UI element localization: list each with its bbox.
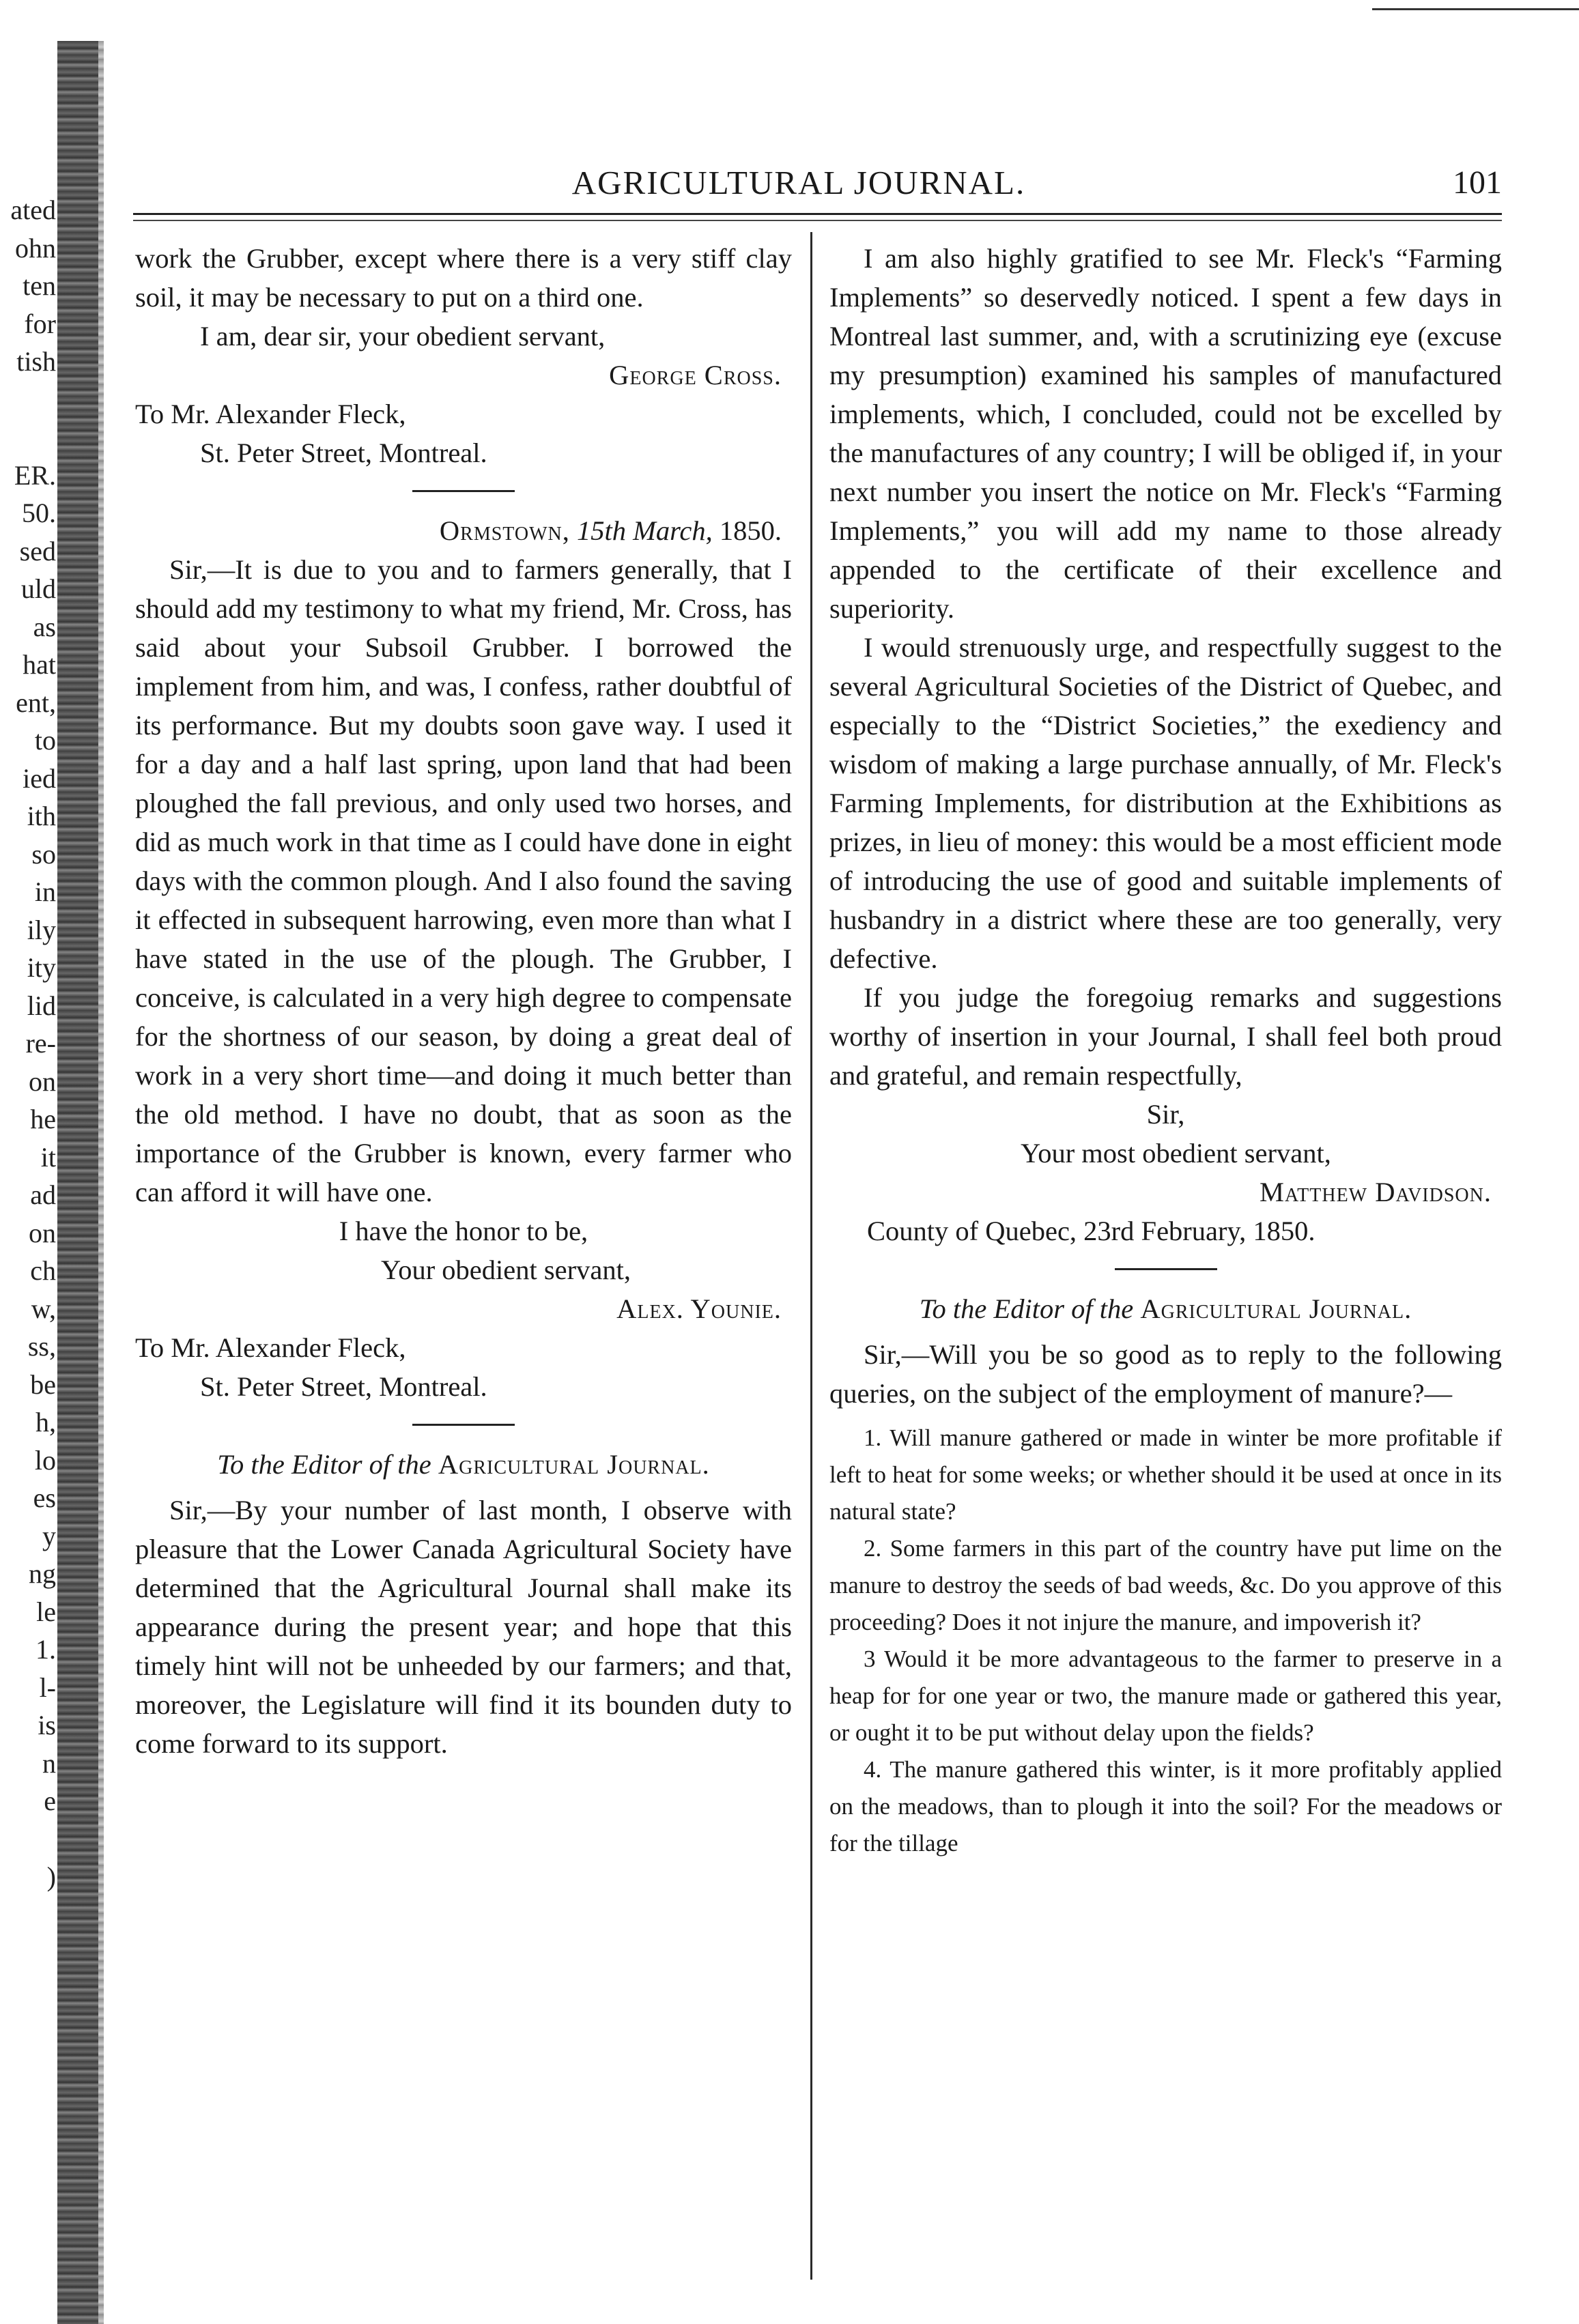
facing-page-fragment: for [24,308,56,339]
facing-page-fragment: he [30,1104,56,1134]
right-column [829,239,1502,1862]
facing-page-fragment: sed [19,535,56,566]
letter-closing-servant: Your obedient servant, [381,1254,631,1285]
facing-page-fragment: ied [23,762,56,794]
letter-closing-servant: Your most obedient servant, [1021,1138,1331,1168]
facing-page-fragment: lid [27,990,56,1021]
facing-page-fragment: ith [27,801,56,831]
facing-page-fragment: ss, [27,1331,56,1362]
facing-page-fragment: ) [46,1861,56,1892]
header-rule [133,213,1502,215]
facing-page-fragment: ten [23,270,56,301]
page-number: 101 [1453,164,1502,201]
facing-page-fragment: ng [29,1558,56,1589]
facing-page-fragment: tish [16,346,56,377]
facing-page-fragment: l- [39,1672,56,1703]
letter-continuation-paragraph: work the Grubber, except where there is a very stiff clay soil, it may be necessary to put on a third one. [135,243,792,313]
facing-page-fragment: to [34,725,56,756]
editor-heading-journal: Agricultural Journal. [1140,1293,1412,1324]
facing-page-fragment: hat [23,649,56,680]
facing-page-fragment: es [33,1482,56,1513]
recipient-line: To Mr. Alexander Fleck, [135,399,406,429]
facing-page-fragment: ent, [16,687,56,718]
letter-closing: I am, dear sir, your obedient servant, [200,321,606,352]
recipient-address: St. Peter Street, Montreal. [200,437,487,468]
query-item: 2. Some farmers in this part of the country have put lime on the manure to destroy the seeds of bad weeds, &c. Do you approve of this proceeding? Does it not injure the manure, and impoverish it? [829,1535,1502,1635]
page-binding-shadow [57,41,98,2324]
dateline-date: 15th March, [577,515,713,546]
facing-page-fragment: so [31,838,56,870]
editor-heading-prefix: To the Editor of the [217,1449,431,1480]
query-item: 4. The manure gathered this winter, is it more profitably applied on the meadows, than to plough it into the soil? For the meadows or for the tillage [829,1756,1502,1856]
facing-page-fragment: as [33,611,56,642]
facing-page-fragment: 50. [22,498,56,528]
editor-heading [829,1289,1502,1328]
facing-page-fragment: it [40,1141,56,1173]
dateline-place: Ormstown, [439,515,570,546]
editor-heading-journal: Agricultural Journal. [438,1449,710,1480]
recipient-line: To Mr. Alexander Fleck, [135,1332,406,1363]
facing-page-fragment: in [34,876,56,907]
query-item: 3 Would it be more advantageous to the farmer to preserve in a heap for for one year or two, the manure made or gathered this year, or ought it to be put without delay upon the fields? [829,1646,1502,1746]
dateline-year: 1850. [719,515,782,546]
section-separator [412,1424,515,1426]
facing-page-fragment: e [44,1785,56,1816]
top-corner-rule [1372,8,1579,10]
letter-closing-honor: I have the honor to be, [339,1216,588,1246]
letter-salutation-close: Sir, [1146,1099,1185,1130]
facing-page-fragment: w, [31,1293,56,1324]
facing-page-fragment: ad [30,1179,56,1210]
davidson-letter-paragraph: I would strenuously urge, and respectfully suggest to the several Agricultural Societies of the District of Quebec, and especially to the “District Societies,” the exediency and wisdom of making a large purchase annually, of Mr. Fleck's Farming Implements, for distribution at the Exhibitions as prizes, in lieu of money: this would be a most efficient mode of introducing the use of good and suitable implements of husbandry in a district where these are too generally, very defective. [829,632,1502,974]
left-column [135,239,792,1763]
facing-page-fragment [0,418,56,457]
facing-page-fragment: y [42,1520,56,1551]
facing-page-fragment: ch [30,1255,56,1286]
facing-page-fragment: re- [25,1028,56,1059]
letter-place-date: County of Quebec, 23rd February, 1850. [867,1216,1315,1246]
facing-page-fragment: 1. [35,1634,56,1665]
davidson-letter-opening: Sir,—By your number of last month, I observe with pleasure that the Lower Canada Agricultural Society have determined that the Agricultural Journal shall make its appearance during the present year; and hope that this timely hint will not be unheeded by our farmers; and that, moreover, the Legislature will find it its bounden duty to come forward to its support. [135,1495,792,1759]
davidson-letter-paragraph: If you judge the foregoiug remarks and suggestions worthy of insertion in your Journal, I shall feel both proud and grateful, and remain respectfully, [829,982,1502,1091]
facing-page-fragment: on [29,1065,56,1097]
recipient-address: St. Peter Street, Montreal. [200,1371,487,1402]
page-binding-edge [98,41,104,2324]
section-separator [1115,1268,1217,1270]
signature-matthew-davidson: Matthew Davidson. [1260,1177,1492,1207]
column-divider [810,232,812,2280]
signature-george-cross: George Cross. [609,360,782,390]
facing-page-fragment: ily [27,914,56,945]
dateline [135,511,792,550]
facing-page-fragment: le [36,1596,56,1627]
signature-alex-younie: Alex. Younie. [616,1293,782,1324]
facing-page-fragment: ity [27,952,56,983]
editor-heading [135,1445,792,1484]
running-header-title: AGRICULTURAL JOURNAL. [571,164,1026,201]
younie-letter-body: Sir,—It is due to you and to farmers generally, that I should add my testimony to what my friend, Mr. Cross, has said about your Subsoil Grubber. I borrowed the implement from him, and was, I confess, rather doubtful of its performance. But my doubts soon gave way. I used it for a day and a half last spring, upon land that had been ploughed the fall previous, and only used two horses, and did as much work in that time as I could have done in eight days with the common plough. And I also found the saving it effected in subsequent harrowing, even more than what I have stated in the use of the plough. The Grubber, I conceive, is calculated in a very high degree to compensate for the shortness of our season, by doing a great deal of work in a very short time—and doing it much better than the old method. I have no doubt, that as soon as the importance of the Grubber is known, every farmer who can afford it will have one. [135,554,792,1207]
facing-page-fragment [0,381,56,419]
facing-page-fragment: ohn [15,232,56,263]
facing-page-fragment: h, [35,1407,56,1437]
facing-page-fragment: ated [10,195,56,225]
facing-page-fragment: uld [20,573,56,604]
section-separator [412,490,515,492]
facing-page-fragment: n [42,1747,56,1779]
editor-heading-prefix: To the Editor of the [919,1293,1134,1324]
facing-page-fragment [0,1820,56,1859]
manure-queries-intro: Sir,—Will you be so good as to reply to the following queries, on the subject of the employment of manure?— [829,1339,1502,1409]
query-item: 1. Will manure gathered or made in winter be more profitable if left to heat for some weeks; or whether should it be used at once in its natural state? [829,1424,1502,1525]
facing-page-fragment: ER. [14,459,56,491]
davidson-letter-paragraph: I am also highly gratified to see Mr. Fleck's “Farming Implements” so deservedly noticed. I spent a few days in Montreal last summer, and, with a scrutinizing eye (excuse my presumption) examined his samples of manufactured implements, which, I concluded, could not be excelled by the manufactures of any country; I will be obliged if, in your next number you insert the notice on Mr. Fleck's “Farming Implements,” you will add my name to those already appended to the certificate of their excellence and superiority. [829,243,1502,624]
facing-page-fragment: be [30,1368,56,1400]
facing-page-fragment: is [38,1710,56,1740]
header-rule-secondary [133,220,1502,221]
facing-page-fragment: on [29,1217,56,1248]
facing-page-fragment: lo [34,1444,56,1476]
facing-page-gutter [0,191,56,1896]
